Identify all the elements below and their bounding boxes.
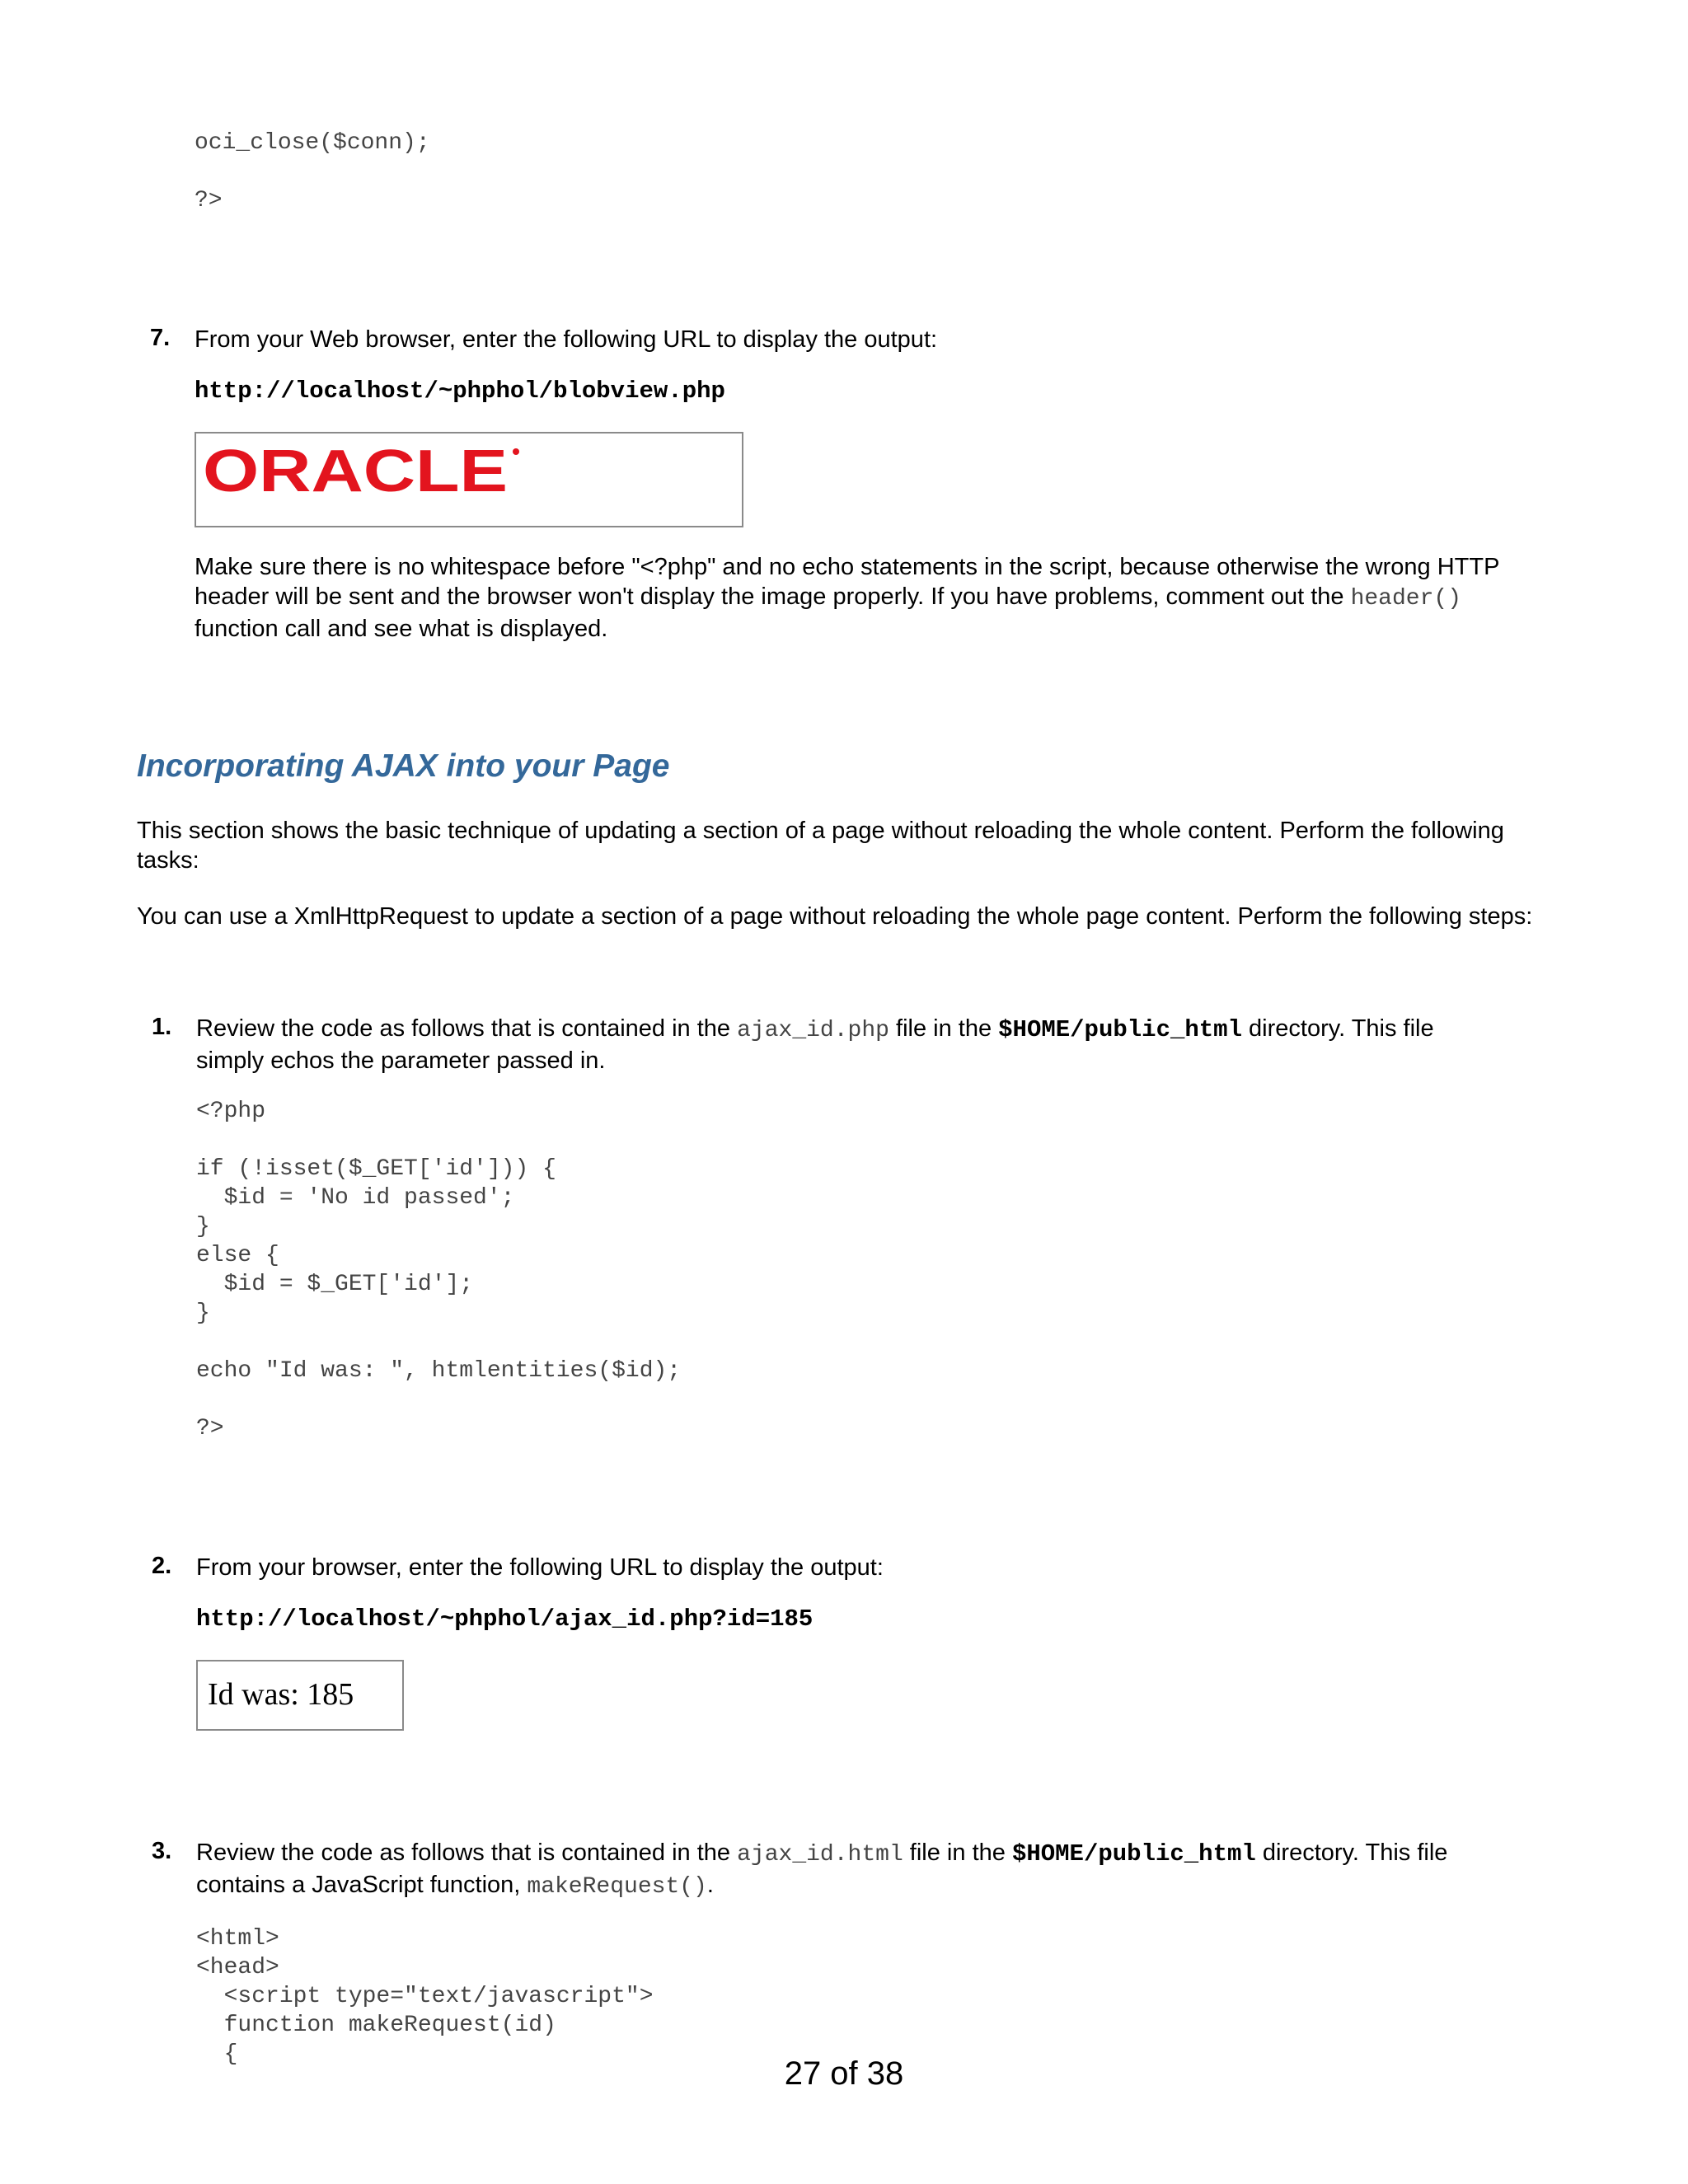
step7-note-before: Make sure there is no whitespace before "<?php" and no echo statements in the script, because otherwise the wrong HTTP header will be sent and the browser won't display the image properly. If you have problems, comment out the bbox=[195, 554, 1499, 610]
step-number-1: 1. bbox=[152, 1014, 172, 1040]
step2-output-box bbox=[196, 1660, 404, 1731]
step3-directory: $HOME/public_html bbox=[1011, 1840, 1256, 1868]
step-number-7: 7. bbox=[150, 325, 171, 351]
step3-text-after: directory. This file contains a JavaScript function, bbox=[196, 1840, 1448, 1898]
step7-note bbox=[195, 552, 1513, 644]
code-line-oci-close: oci_close($conn); bbox=[195, 130, 430, 156]
step7-note-after: function call and see what is displayed. bbox=[195, 616, 608, 642]
step3-function-name: makeRequest() bbox=[527, 1874, 707, 1900]
step3-text-end: . bbox=[706, 1872, 714, 1898]
step7-text: From your Web browser, enter the following URL to display the output: bbox=[195, 326, 938, 353]
step2-text: From your browser, enter the following URL to display the output: bbox=[196, 1554, 884, 1581]
step1-text-before: Review the code as follows that is contained in the bbox=[196, 1015, 738, 1042]
code-line-php-close: ?> bbox=[195, 188, 223, 213]
step2-url: http://localhost/~phphol/ajax_id.php?id=185 bbox=[196, 1605, 814, 1633]
step3-text-mid: file in the bbox=[903, 1840, 1012, 1866]
oracle-logo bbox=[203, 442, 524, 499]
step-number-2: 2. bbox=[152, 1553, 172, 1579]
step7-url: http://localhost/~phphol/blobview.php bbox=[195, 377, 725, 405]
step3-file-name: ajax_id.html bbox=[737, 1842, 903, 1868]
section-heading: Incorporating AJAX into your Page bbox=[137, 748, 670, 784]
step1-text-after: directory. This file simply echos the parameter passed in. bbox=[196, 1015, 1434, 1074]
step2-output-text: Id was: 185 bbox=[208, 1677, 354, 1712]
step-number-3: 3. bbox=[152, 1838, 172, 1864]
oracle-logo-output-box bbox=[195, 432, 743, 527]
step3-code-block: <html> <head> <script type="text/javascript"> function makeRequest(id) { bbox=[196, 1926, 654, 2067]
step1-directory: $HOME/public_html bbox=[998, 1016, 1242, 1043]
step7-note-code: header() bbox=[1350, 586, 1461, 612]
step3-text bbox=[196, 1838, 1498, 1902]
step3-text-before: Review the code as follows that is contained in the bbox=[196, 1840, 738, 1866]
section-paragraph-1: This section shows the basic technique of updating a section of a page without reloading the whole content. Perform the following tasks: bbox=[137, 818, 1504, 874]
step1-text bbox=[196, 1014, 1482, 1076]
step1-code-block: <?php if (!isset($_GET['id'])) { $id = 'No id passed'; } else { $id = $_GET['id']; } echo "Id was: ", htmlentities($id); ?> bbox=[196, 1099, 682, 1441]
step1-file-name: ajax_id.php bbox=[737, 1018, 889, 1043]
section-paragraph-2: You can use a XmlHttpRequest to update a section of a page without reloading the whole page content. Perform the following steps: bbox=[137, 903, 1533, 930]
oracle-logo-text: ORACLE bbox=[203, 442, 508, 499]
step1-text-mid: file in the bbox=[889, 1015, 999, 1042]
page-number: 27 of 38 bbox=[784, 2055, 904, 2092]
